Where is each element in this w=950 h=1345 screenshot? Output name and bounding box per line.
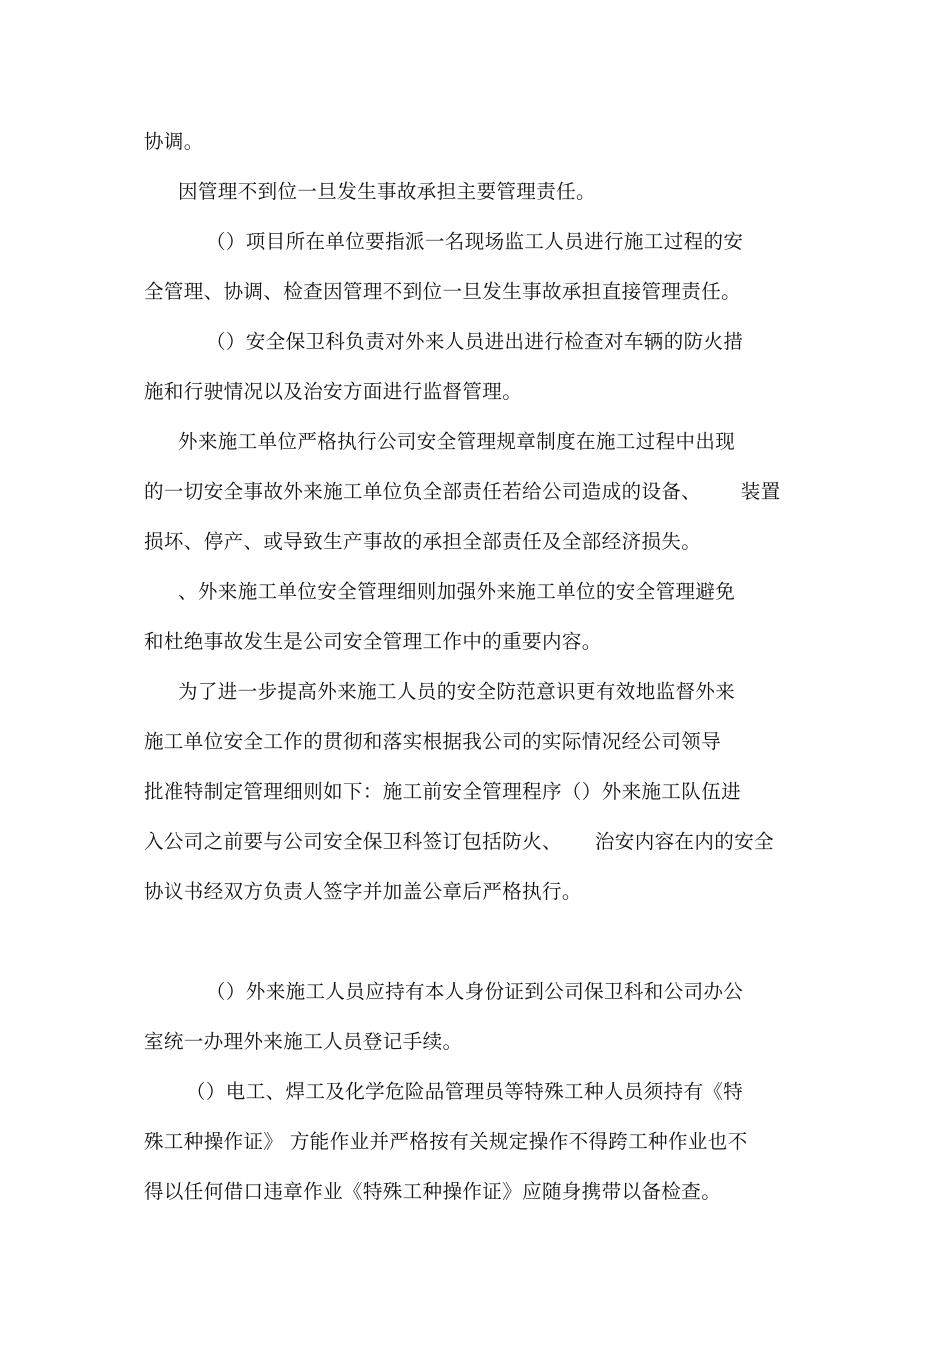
text-line: 和杜绝事故发生是公司安全管理工作中的重要内容。 <box>144 630 602 653</box>
text-line: 为了进一步提高外来施工人员的安全防范意识更有效地监督外来 <box>178 680 736 703</box>
text-line: 因管理不到位一旦发生事故承担主要管理责任。 <box>178 180 596 203</box>
text-line: 的一切安全事故外来施工单位负全部责任若给公司造成的设备、 装置 <box>144 480 781 503</box>
text-line: 协议书经双方负责人签字并加盖公章后严格执行。 <box>144 880 582 903</box>
text-line: 殊工种操作证》 方能作业并严格按有关规定操作不得跨工种作业也不 <box>144 1130 748 1153</box>
text-line: 得以任何借口违章作业《特殊工种操作证》应随身携带以备检查。 <box>144 1180 722 1203</box>
text-line: 全管理、协调、检查因管理不到位一旦发生事故承担直接管理责任。 <box>144 280 742 303</box>
text-line: （）外来施工人员应持有本人身份证到公司保卫科和公司办公 <box>206 980 744 1003</box>
text-line: 施工单位安全工作的贯彻和落实根据我公司的实际情况经公司领导 <box>144 730 722 753</box>
text-line: 室统一办理外来施工人员登记手续。 <box>144 1030 463 1053</box>
text-line: 外来施工单位严格执行公司安全管理规章制度在施工过程中出现 <box>178 430 736 453</box>
text-line: 入公司之前要与公司安全保卫科签订包括防火、 治安内容在内的安全 <box>144 830 774 853</box>
text-line: （）电工、焊工及化学危险品管理员等特殊工种人员须持有《特 <box>186 1080 744 1103</box>
text-line: 、外来施工单位安全管理细则加强外来施工单位的安全管理避免 <box>178 580 736 603</box>
text-line: 施和行驶情况以及治安方面进行监督管理。 <box>144 380 523 403</box>
text-line: 损坏、停产、或导致生产事故的承担全部责任及全部经济损失。 <box>144 530 702 553</box>
text-line: 批准特制定管理细则如下：施工前安全管理程序（）外来施工队伍进 <box>144 780 742 803</box>
text-line: （）项目所在单位要指派一名现场监工人员进行施工过程的安 <box>206 230 744 253</box>
text-line: （）安全保卫科负责对外来人员进出进行检查对车辆的防火措 <box>206 330 744 353</box>
text-line: 协调。 <box>144 130 204 153</box>
